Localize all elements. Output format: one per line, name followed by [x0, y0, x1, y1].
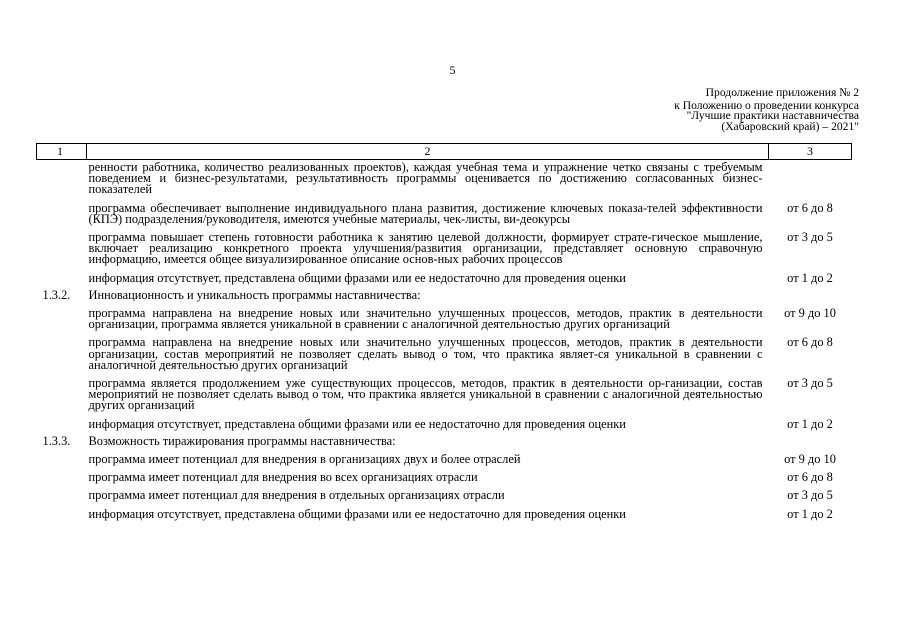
- table-row: [37, 502, 852, 520]
- row-score: от 6 до 8: [787, 335, 833, 350]
- row-text: программа имеет потенциал для внедрения в отдельных организациях отрасли: [88, 488, 505, 503]
- appendix-line-3: "Лучшие практики наставничества: [686, 109, 859, 123]
- row-score: от 3 до 5: [787, 376, 833, 391]
- table-header-row: [37, 144, 852, 160]
- row-score: от 3 до 5: [787, 488, 833, 503]
- row-score: [769, 160, 852, 196]
- table-row: [37, 371, 852, 412]
- row-number: [37, 465, 87, 483]
- row-text: Инновационность и уникальность программы наставничества:: [88, 287, 421, 302]
- row-number: [37, 447, 87, 465]
- row-score: от 9 до 10: [784, 452, 836, 467]
- row-text: ренности работника, количество реализованных проектов), каждая учебная тема и упражнение четко связаны с требуемым поведением и бизнес-результатами, результативность программы оценивается по достижению согласованных бизнес-показателей: [88, 160, 763, 197]
- table-row: [37, 284, 852, 301]
- row-number: [37, 412, 87, 430]
- table-row: [37, 225, 852, 266]
- table-row: [37, 412, 852, 430]
- criteria-table: [36, 143, 851, 520]
- table-row: [37, 160, 852, 196]
- row-number: [37, 160, 87, 196]
- row-text: программа имеет потенциал для внедрения во всех организациях отрасли: [88, 470, 478, 485]
- header-col-2: 2: [87, 144, 769, 160]
- appendix-line-4: (Хабаровский край) – 2021": [721, 119, 859, 133]
- row-score: от 3 до 5: [787, 230, 833, 245]
- row-number: [37, 301, 87, 330]
- row-number: [37, 225, 87, 266]
- header-col-1: 1: [37, 144, 87, 160]
- appendix-line-2: к Положению о проведении конкурса: [674, 98, 859, 112]
- table-row: [37, 447, 852, 465]
- row-number: [37, 483, 87, 501]
- table-row: [37, 330, 852, 371]
- table-row: [37, 266, 852, 284]
- appendix-header: [674, 88, 859, 132]
- row-number: 1.3.2.: [42, 287, 71, 302]
- row-text: информация отсутствует, представлена общими фразами или ее недостаточно для проведения оценки: [88, 416, 626, 431]
- row-text: программа направлена на внедрение новых или значительно улучшенных процессов, методов, практик в деятельности организации, состав мероприятий не позволяет сделать вывод о том, что практика являет-ся уникальной в сравнении с аналогичной деятельностью других организаций: [88, 335, 763, 372]
- row-text: Возможность тиражирования программы наставничества:: [88, 433, 396, 448]
- header-col-3: 3: [769, 144, 852, 160]
- row-number: [37, 330, 87, 371]
- row-score: от 1 до 2: [787, 416, 833, 431]
- row-score: от 1 до 2: [787, 506, 833, 521]
- row-score: [769, 430, 852, 447]
- row-number: [37, 502, 87, 520]
- row-number: 1.3.3.: [42, 433, 71, 448]
- row-score: [769, 284, 852, 301]
- appendix-title: Продолжение приложения № 2: [705, 86, 859, 99]
- table-row: [37, 483, 852, 501]
- table-row: [37, 430, 852, 447]
- row-number: [37, 371, 87, 412]
- row-score: от 6 до 8: [787, 470, 833, 485]
- row-text: информация отсутствует, представлена общими фразами или ее недостаточно для проведения оценки: [88, 270, 626, 285]
- row-score: от 1 до 2: [787, 270, 833, 285]
- row-text: программа имеет потенциал для внедрения в организациях двух и более отраслей: [88, 452, 521, 467]
- row-score: от 9 до 10: [784, 306, 836, 321]
- table-row: [37, 465, 852, 483]
- row-text: информация отсутствует, представлена общими фразами или ее недостаточно для проведения оценки: [88, 506, 626, 521]
- row-number: [37, 266, 87, 284]
- row-text: программа направлена на внедрение новых или значительно улучшенных процессов, методов, практик в деятельности организации, программа является уникальной в сравнении с аналогичной деятельностью других организаций: [88, 306, 763, 332]
- table-row: [37, 196, 852, 225]
- row-number: [37, 196, 87, 225]
- row-text: программа является продолжением уже существующих процессов, методов, практик в деятельности ор-ганизации, состав мероприятий не позволяет сделать вывод о том, что практика является уникальной в сравнении с аналогичной деятельностью других организаций: [88, 376, 763, 413]
- row-text: программа повышает степень готовности работника к занятию целевой должности, формирует страте-гическое мышление, включает реализацию конкретного проекта улучшения/развития организации, представляет основную справочную информацию, имеется общее визуализированное описание основ-ных рабочих процессов: [88, 230, 763, 267]
- row-text: программа обеспечивает выполнение индивидуального плана развития, достижение ключевых показа-телей эффективности (КПЭ) подразделения/руководителя, имеются учебные материалы, чек-листы, ви-деокурсы: [88, 200, 763, 226]
- row-score: от 6 до 8: [787, 200, 833, 215]
- table-row: [37, 301, 852, 330]
- page-number: 5: [449, 63, 456, 77]
